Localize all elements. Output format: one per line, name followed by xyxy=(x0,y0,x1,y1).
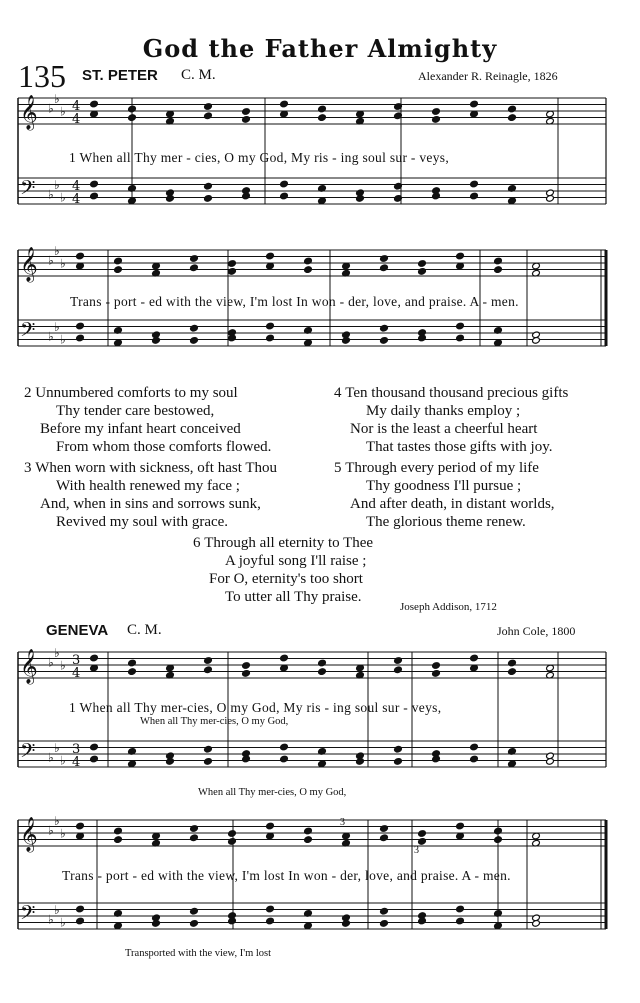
note-head xyxy=(280,755,289,763)
note-head xyxy=(456,822,465,830)
note-head xyxy=(128,668,137,676)
flat-sign: ♭ xyxy=(48,655,54,670)
tune1-composer: Alexander R. Reinagle, 1826 xyxy=(418,69,558,83)
note-head xyxy=(190,920,199,928)
verse-number: 5 xyxy=(334,460,342,476)
flat-sign: ♭ xyxy=(48,329,54,344)
flat-sign: ♭ xyxy=(60,915,66,930)
note-head xyxy=(508,659,517,667)
triplet-mark: 3 xyxy=(340,817,345,828)
note-head xyxy=(394,657,403,665)
flat-sign: ♭ xyxy=(60,753,66,768)
tune2-line1-lyrics: 1 When all Thy mer-cies, O my God, My ris - ing soul sur - veys, xyxy=(69,700,442,715)
time-signature: 4 xyxy=(72,666,81,681)
note-head xyxy=(128,114,137,122)
note-head xyxy=(532,920,541,928)
flat-sign: ♭ xyxy=(60,256,66,271)
note-head xyxy=(508,197,517,205)
time-signature: 4 xyxy=(72,179,81,194)
flat-sign: ♭ xyxy=(48,750,54,765)
note-head xyxy=(456,905,465,913)
triplet-mark: 3 xyxy=(414,845,419,856)
note-head xyxy=(432,670,441,678)
note-head xyxy=(532,337,541,345)
time-signature: 4 xyxy=(72,192,81,207)
note-head xyxy=(114,339,123,347)
note-head xyxy=(508,668,517,676)
time-signature: 3 xyxy=(72,742,81,757)
tune2-line2-bass-lyrics: Transported with the view, I'm lost xyxy=(125,948,272,959)
note-head xyxy=(76,917,85,925)
note-head xyxy=(190,834,199,842)
time-signature: 4 xyxy=(72,112,81,127)
note-head xyxy=(90,755,99,763)
note-head xyxy=(280,192,289,200)
note-head xyxy=(494,827,503,835)
verse-number: 2 xyxy=(24,385,32,401)
note-head xyxy=(114,257,123,265)
note-head xyxy=(76,322,85,330)
treble-clef: 𝄞 xyxy=(20,247,38,282)
note-head xyxy=(266,822,275,830)
flat-sign: ♭ xyxy=(54,645,60,660)
flat-sign: ♭ xyxy=(54,902,60,917)
note-head xyxy=(380,920,389,928)
tune2-line1-bass-lyrics: When all Thy mer-cies, O my God, xyxy=(198,787,347,798)
note-head xyxy=(128,760,137,768)
tune1-meter: C. M. xyxy=(181,67,216,83)
note-head xyxy=(380,907,389,915)
note-head xyxy=(318,197,327,205)
note-head xyxy=(190,324,199,332)
note-head xyxy=(204,758,213,766)
flat-sign: ♭ xyxy=(54,243,60,258)
time-signature: 4 xyxy=(72,755,81,770)
note-head xyxy=(470,100,479,108)
note-head xyxy=(380,324,389,332)
tune2-name: GENEVA xyxy=(46,622,109,639)
note-head xyxy=(342,337,351,345)
note-head xyxy=(304,266,313,274)
flat-sign: ♭ xyxy=(48,187,54,202)
note-head xyxy=(418,260,427,268)
note-head xyxy=(204,745,213,753)
note-head xyxy=(242,108,251,116)
note-head xyxy=(228,260,237,268)
note-head xyxy=(456,252,465,260)
note-head xyxy=(166,195,175,203)
bass-clef: 𝄢 xyxy=(20,739,36,767)
note-head xyxy=(304,922,313,930)
note-head xyxy=(90,100,99,108)
note-head xyxy=(90,743,99,751)
flat-sign: ♭ xyxy=(60,104,66,119)
verse-number: 4 xyxy=(334,385,342,401)
note-head xyxy=(76,905,85,913)
note-head xyxy=(318,114,327,122)
note-head xyxy=(356,758,365,766)
note-head xyxy=(114,922,123,930)
note-head xyxy=(204,112,213,120)
bass-clef: 𝄢 xyxy=(20,318,36,346)
note-head xyxy=(432,108,441,116)
bass-clef: 𝄢 xyxy=(20,176,36,204)
note-head xyxy=(228,830,237,838)
note-head xyxy=(494,922,503,930)
note-head xyxy=(266,252,275,260)
note-head xyxy=(394,758,403,766)
flat-sign: ♭ xyxy=(48,912,54,927)
tune2-line2-lyrics: Trans - port - ed with the view, I'm lost In won - der, love, and praise. A - men. xyxy=(62,868,511,883)
note-head xyxy=(508,760,517,768)
tune1-line2-lyrics: Trans - port - ed with the view, I'm lost In won - der, love, and praise. A - men. xyxy=(70,294,519,309)
note-head xyxy=(318,659,327,667)
note-head xyxy=(380,337,389,345)
note-head xyxy=(470,654,479,662)
verse-2: 2 Unnumbered comforts to my soul Thy tender care bestowed, Before my infant heart conceived From whom those comforts flowed. xyxy=(24,385,272,455)
note-head xyxy=(304,836,313,844)
flat-sign: ♭ xyxy=(60,826,66,841)
note-head xyxy=(394,666,403,674)
note-head xyxy=(204,182,213,190)
note-head xyxy=(128,659,137,667)
tune1-name: ST. PETER xyxy=(82,67,158,84)
flat-sign: ♭ xyxy=(48,823,54,838)
note-head xyxy=(204,195,213,203)
note-head xyxy=(266,322,275,330)
note-head xyxy=(266,917,275,925)
note-head xyxy=(76,252,85,260)
tune2-composer: John Cole, 1800 xyxy=(497,624,576,638)
note-head xyxy=(380,255,389,263)
note-head xyxy=(380,834,389,842)
note-head xyxy=(266,905,275,913)
note-head xyxy=(166,758,175,766)
note-head xyxy=(242,662,251,670)
note-head xyxy=(114,266,123,274)
verse-5: 5 Through every period of my life Thy goodness I'll pursue ; And after death, in distant worlds, The glorious theme renew. xyxy=(334,460,555,530)
note-head xyxy=(508,105,517,113)
bass-clef: 𝄢 xyxy=(20,901,36,929)
note-head xyxy=(546,195,555,203)
note-head xyxy=(418,268,427,276)
note-head xyxy=(304,827,313,835)
hymn-number: 135 xyxy=(18,58,66,94)
note-head xyxy=(280,100,289,108)
note-head xyxy=(494,257,503,265)
treble-clef: 𝄞 xyxy=(20,649,38,684)
tune2-meter: C. M. xyxy=(127,622,162,638)
flat-sign: ♭ xyxy=(54,319,60,334)
note-head xyxy=(318,760,327,768)
note-head xyxy=(456,322,465,330)
note-head xyxy=(228,268,237,276)
tune2-line1-alto-lyrics: When all Thy mer-cies, O my God, xyxy=(140,716,289,727)
note-head xyxy=(242,116,251,124)
note-head xyxy=(190,825,199,833)
note-head xyxy=(190,337,199,345)
note-head xyxy=(76,822,85,830)
flat-sign: ♭ xyxy=(54,813,60,828)
flat-sign: ♭ xyxy=(54,740,60,755)
verse-6: 6 Through all eternity to Thee A joyful song I'll raise ; For O, eternity's too short To utter all Thy praise. xyxy=(193,535,374,605)
note-head xyxy=(204,103,213,111)
note-head xyxy=(432,116,441,124)
flat-sign: ♭ xyxy=(60,190,66,205)
note-head xyxy=(304,257,313,265)
treble-clef: 𝄞 xyxy=(20,817,38,852)
flat-sign: ♭ xyxy=(48,101,54,116)
note-head xyxy=(280,654,289,662)
time-signature: 3 xyxy=(72,653,81,668)
note-head xyxy=(456,334,465,342)
note-head xyxy=(494,266,503,274)
flat-sign: ♭ xyxy=(60,332,66,347)
verse-4: 4 Ten thousand thousand precious gifts My daily thanks employ ; Nor is the least a cheerful heart That tastes those gifts with joy. xyxy=(334,385,569,455)
note-head xyxy=(190,907,199,915)
note-head xyxy=(90,654,99,662)
note-head xyxy=(494,836,503,844)
note-head xyxy=(418,830,427,838)
note-head xyxy=(470,192,479,200)
note-head xyxy=(394,745,403,753)
note-head xyxy=(356,195,365,203)
verses-author: Joseph Addison, 1712 xyxy=(400,601,497,613)
note-head xyxy=(90,180,99,188)
note-head xyxy=(128,105,137,113)
verse-3: 3 When worn with sickness, oft hast Thou With health renewed my face ; And, when in sins and sorrows sunk, Revived my soul with grace. xyxy=(24,460,278,530)
note-head xyxy=(242,670,251,678)
note-head xyxy=(494,339,503,347)
note-head xyxy=(508,114,517,122)
note-head xyxy=(470,180,479,188)
note-head xyxy=(470,743,479,751)
note-head xyxy=(470,755,479,763)
note-head xyxy=(76,334,85,342)
note-head xyxy=(432,662,441,670)
note-head xyxy=(204,657,213,665)
note-head xyxy=(546,758,555,766)
verse-number: 3 xyxy=(24,460,32,476)
flat-sign: ♭ xyxy=(54,177,60,192)
note-head xyxy=(204,666,213,674)
hymn-title: God the Father Almighty xyxy=(142,34,498,63)
tune1-line1-lyrics: 1 When all Thy mer - cies, O my God, My ris - ing soul sur - veys, xyxy=(69,150,450,165)
note-head xyxy=(228,838,237,846)
verse-number: 6 xyxy=(193,535,201,551)
note-head xyxy=(152,920,161,928)
flat-sign: ♭ xyxy=(48,253,54,268)
note-head xyxy=(280,743,289,751)
flat-sign: ♭ xyxy=(60,658,66,673)
note-head xyxy=(456,917,465,925)
flat-sign: ♭ xyxy=(54,91,60,106)
note-head xyxy=(190,255,199,263)
note-head xyxy=(114,836,123,844)
note-head xyxy=(318,105,327,113)
note-head xyxy=(318,668,327,676)
note-head xyxy=(266,334,275,342)
note-head xyxy=(280,180,289,188)
note-head xyxy=(342,920,351,928)
note-head xyxy=(380,825,389,833)
note-head xyxy=(190,264,199,272)
note-head xyxy=(380,264,389,272)
note-head xyxy=(90,192,99,200)
note-head xyxy=(128,197,137,205)
time-signature: 4 xyxy=(72,99,81,114)
note-head xyxy=(152,337,161,345)
note-head xyxy=(114,827,123,835)
note-head xyxy=(304,339,313,347)
treble-clef: 𝄞 xyxy=(20,95,38,130)
